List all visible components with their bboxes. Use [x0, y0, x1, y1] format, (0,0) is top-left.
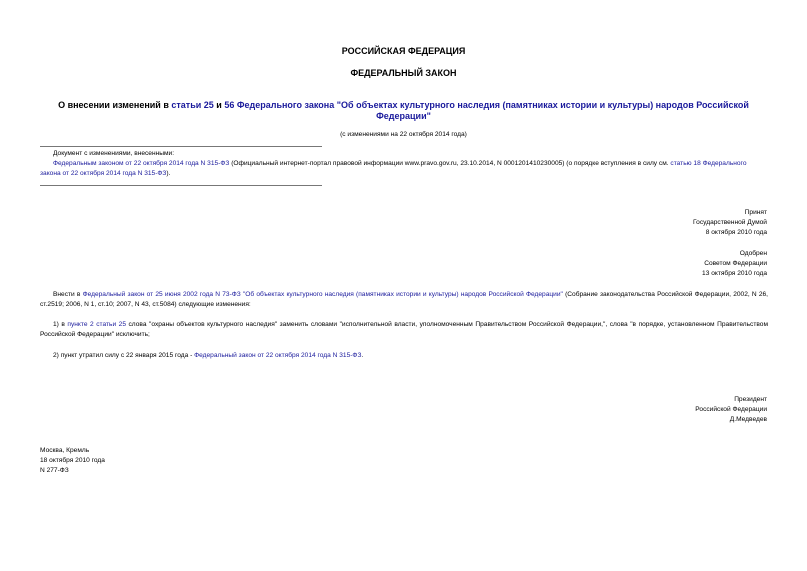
title-text-2: и — [213, 100, 225, 110]
item2-prefix: 2) пункт утратил силу с 22 января 2015 года - — [53, 352, 195, 359]
item1-prefix: 1) в — [53, 321, 68, 328]
adopted-date: 8 октября 2010 года — [705, 229, 767, 236]
intro-prefix: Внести в — [53, 291, 83, 298]
approved-body: Советом Федерации — [704, 260, 767, 267]
adopted-label: Принят — [744, 209, 767, 216]
changes-label: Документ с изменениями, внесенными: — [53, 150, 175, 157]
footer-block — [40, 446, 105, 476]
changes-link-315fz[interactable]: Федеральным законом от 22 октября 2014 года N 315-ФЗ — [53, 160, 230, 167]
changes-body — [40, 159, 768, 179]
changes-text-2: ). — [166, 170, 171, 177]
body-item-2 — [40, 351, 768, 361]
revision-subtitle: (с изменениями на 22 октября 2014 года) — [340, 131, 467, 138]
title-text-1: О внесении изменений в — [58, 100, 172, 110]
adopted-block — [693, 208, 767, 238]
body-item-1 — [40, 320, 768, 340]
changes-text-1: (Официальный интернет-портал правовой информации www.pravo.gov.ru, 23.10.2014, N 0001201410230005) (о порядке вступления в силу см. — [229, 160, 671, 167]
item2-link-315fz[interactable]: Федеральный закон от 22 октября 2014 года N 315-ФЗ — [194, 352, 362, 359]
item2-suffix: . — [361, 352, 364, 359]
item1-link-article-25[interactable]: пункте 2 статьи 25 — [67, 321, 126, 328]
footer-date: 18 октября 2010 года — [40, 457, 105, 464]
signature-org: Российской Федерации — [695, 406, 767, 413]
law-title — [40, 100, 767, 122]
approved-label: Одобрен — [739, 250, 767, 257]
adopted-body: Государственной Думой — [693, 219, 767, 226]
body-intro — [40, 290, 768, 310]
changes-note — [40, 149, 768, 179]
approved-block — [702, 249, 767, 279]
intro-link-73fz[interactable]: Федеральный закон от 25 июня 2002 года N 73-ФЗ "Об объектах культурного наследия (памятниках истории и культуры) народов Российской Федерации" — [82, 291, 563, 298]
item1-text: слова "охраны объектов культурного наследия" заменить словами "исполнительной власти, уполномоченным Правительством Российской Федерации,", слова "в порядке, установленном Правительством Российской Федерации" исключить; — [40, 321, 768, 338]
signature-title: Президент — [734, 396, 767, 403]
divider-top — [40, 146, 322, 147]
changes-link-article-18[interactable]: статью 18 Федерального закона от 22 октября 2014 года N 315-ФЗ — [40, 160, 747, 177]
divider-bottom — [40, 185, 322, 186]
country-heading: РОССИЙСКАЯ ФЕДЕРАЦИЯ — [341, 46, 466, 56]
footer-place: Москва, Кремль — [40, 447, 90, 454]
title-link-article-25[interactable]: статьи 25 — [171, 100, 214, 110]
signature-block — [695, 395, 767, 425]
footer-number: N 277-ФЗ — [40, 467, 69, 474]
title-link-article-56[interactable]: 56 Федерального закона "Об объектах культурного наследия (памятниках истории и культуры) народов Российской Федерации" — [224, 100, 749, 121]
approved-date: 13 октября 2010 года — [702, 270, 767, 277]
intro-suffix: (Собрание законодательства Российской Федерации, 2002, N 26, ст.2519; 2006, N 1, ст.10; 2007, N 43, ст.5084) следующие изменения: — [40, 291, 768, 308]
signature-name: Д.Медведев — [729, 416, 767, 423]
doc-type-heading: ФЕДЕРАЛЬНЫЙ ЗАКОН — [350, 68, 457, 78]
